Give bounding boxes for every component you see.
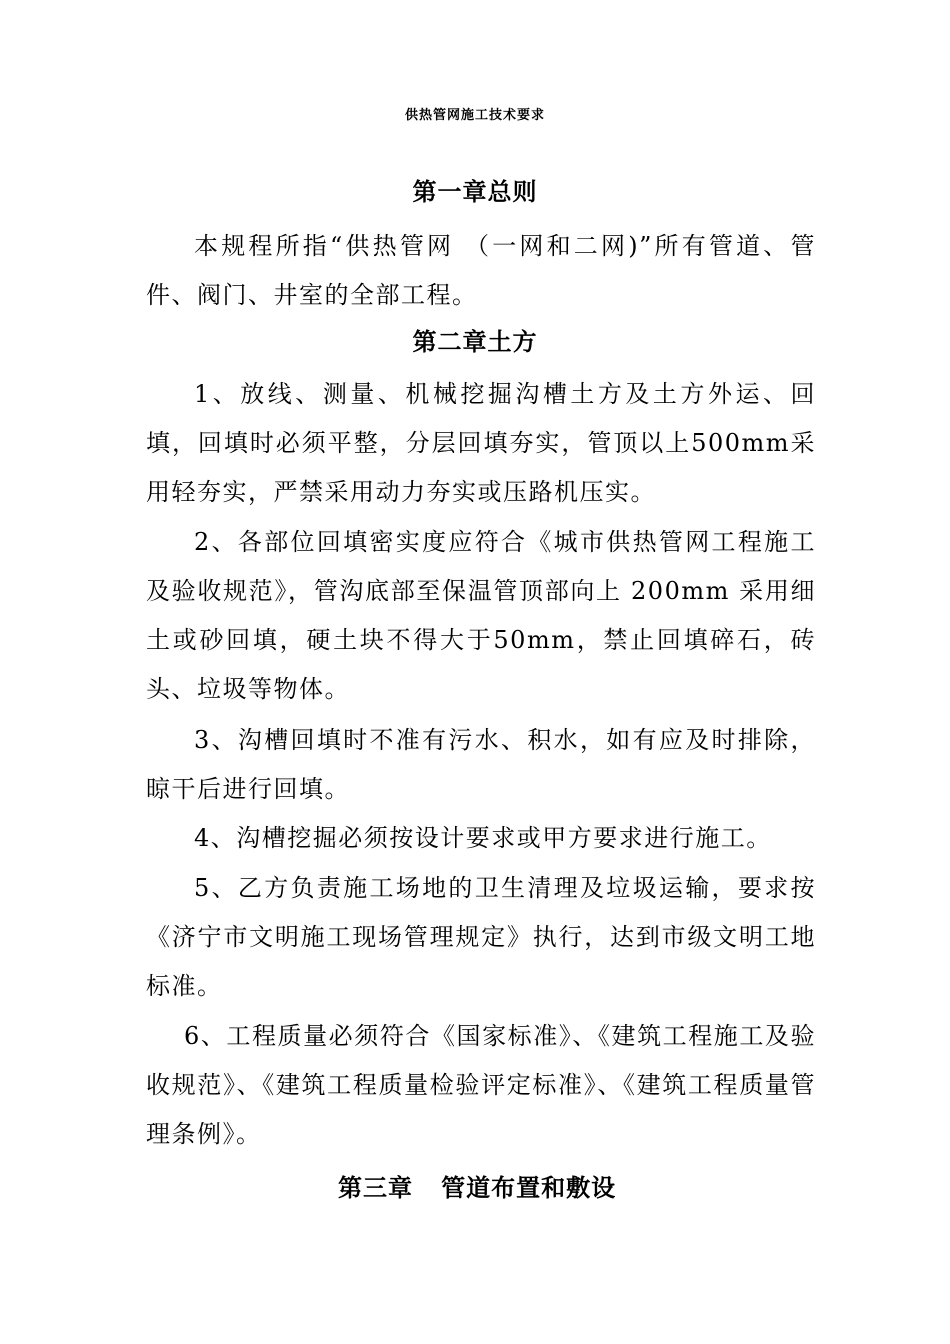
chapter-2-paragraph-6: 6、工程质量必须符合《国家标准》、《建筑工程施工及验收规范》、《建筑工程质量检验评定标准》、《建筑工程质量管理条例》。 [146,1022,816,1148]
chapter-3-heading: 第三章 管道布置和敷设 [338,1173,617,1202]
chapter-2-paragraph-5: 5、乙方负责施工场地的卫生清理及垃圾运输，要求按《济宁市文明施工现场管理规定》执行，达到市级文明工地标准。 [146,874,816,1000]
chapter-2-paragraph-3: 3、沟槽回填时不准有污水、积水，如有应及时排除，晾干后进行回填。 [146,726,816,803]
chapter-2-paragraph-1: 1、放线、测量、机械挖掘沟槽土方及土方外运、回填，回填时必须平整，分层回填夯实，管顶以上500mm采用轻夯实，严禁采用动力夯实或压路机压实。 [146,380,816,506]
chapter-1-heading: 第一章总则 [412,177,538,206]
document-title: 供热管网施工技术要求 [404,108,545,123]
chapter-2-paragraph-4: 4、沟槽挖掘必须按设计要求或甲方要求进行施工。 [194,824,772,852]
chapter-2-paragraph-2: 2、各部位回填密实度应符合《城市供热管网工程施工及验收规范》，管沟底部至保温管顶部向上 200mm 采用细土或砂回填，硬土块不得大于50mm，禁止回填碎石，砖头、垃圾等物体。 [146,528,816,703]
chapter-1-paragraph-1: 本规程所指“供热管网 （一网和二网)”所有管道、管件、阀门、井室的全部工程。 [146,232,816,309]
chapter-2-heading: 第二章土方 [412,327,538,356]
